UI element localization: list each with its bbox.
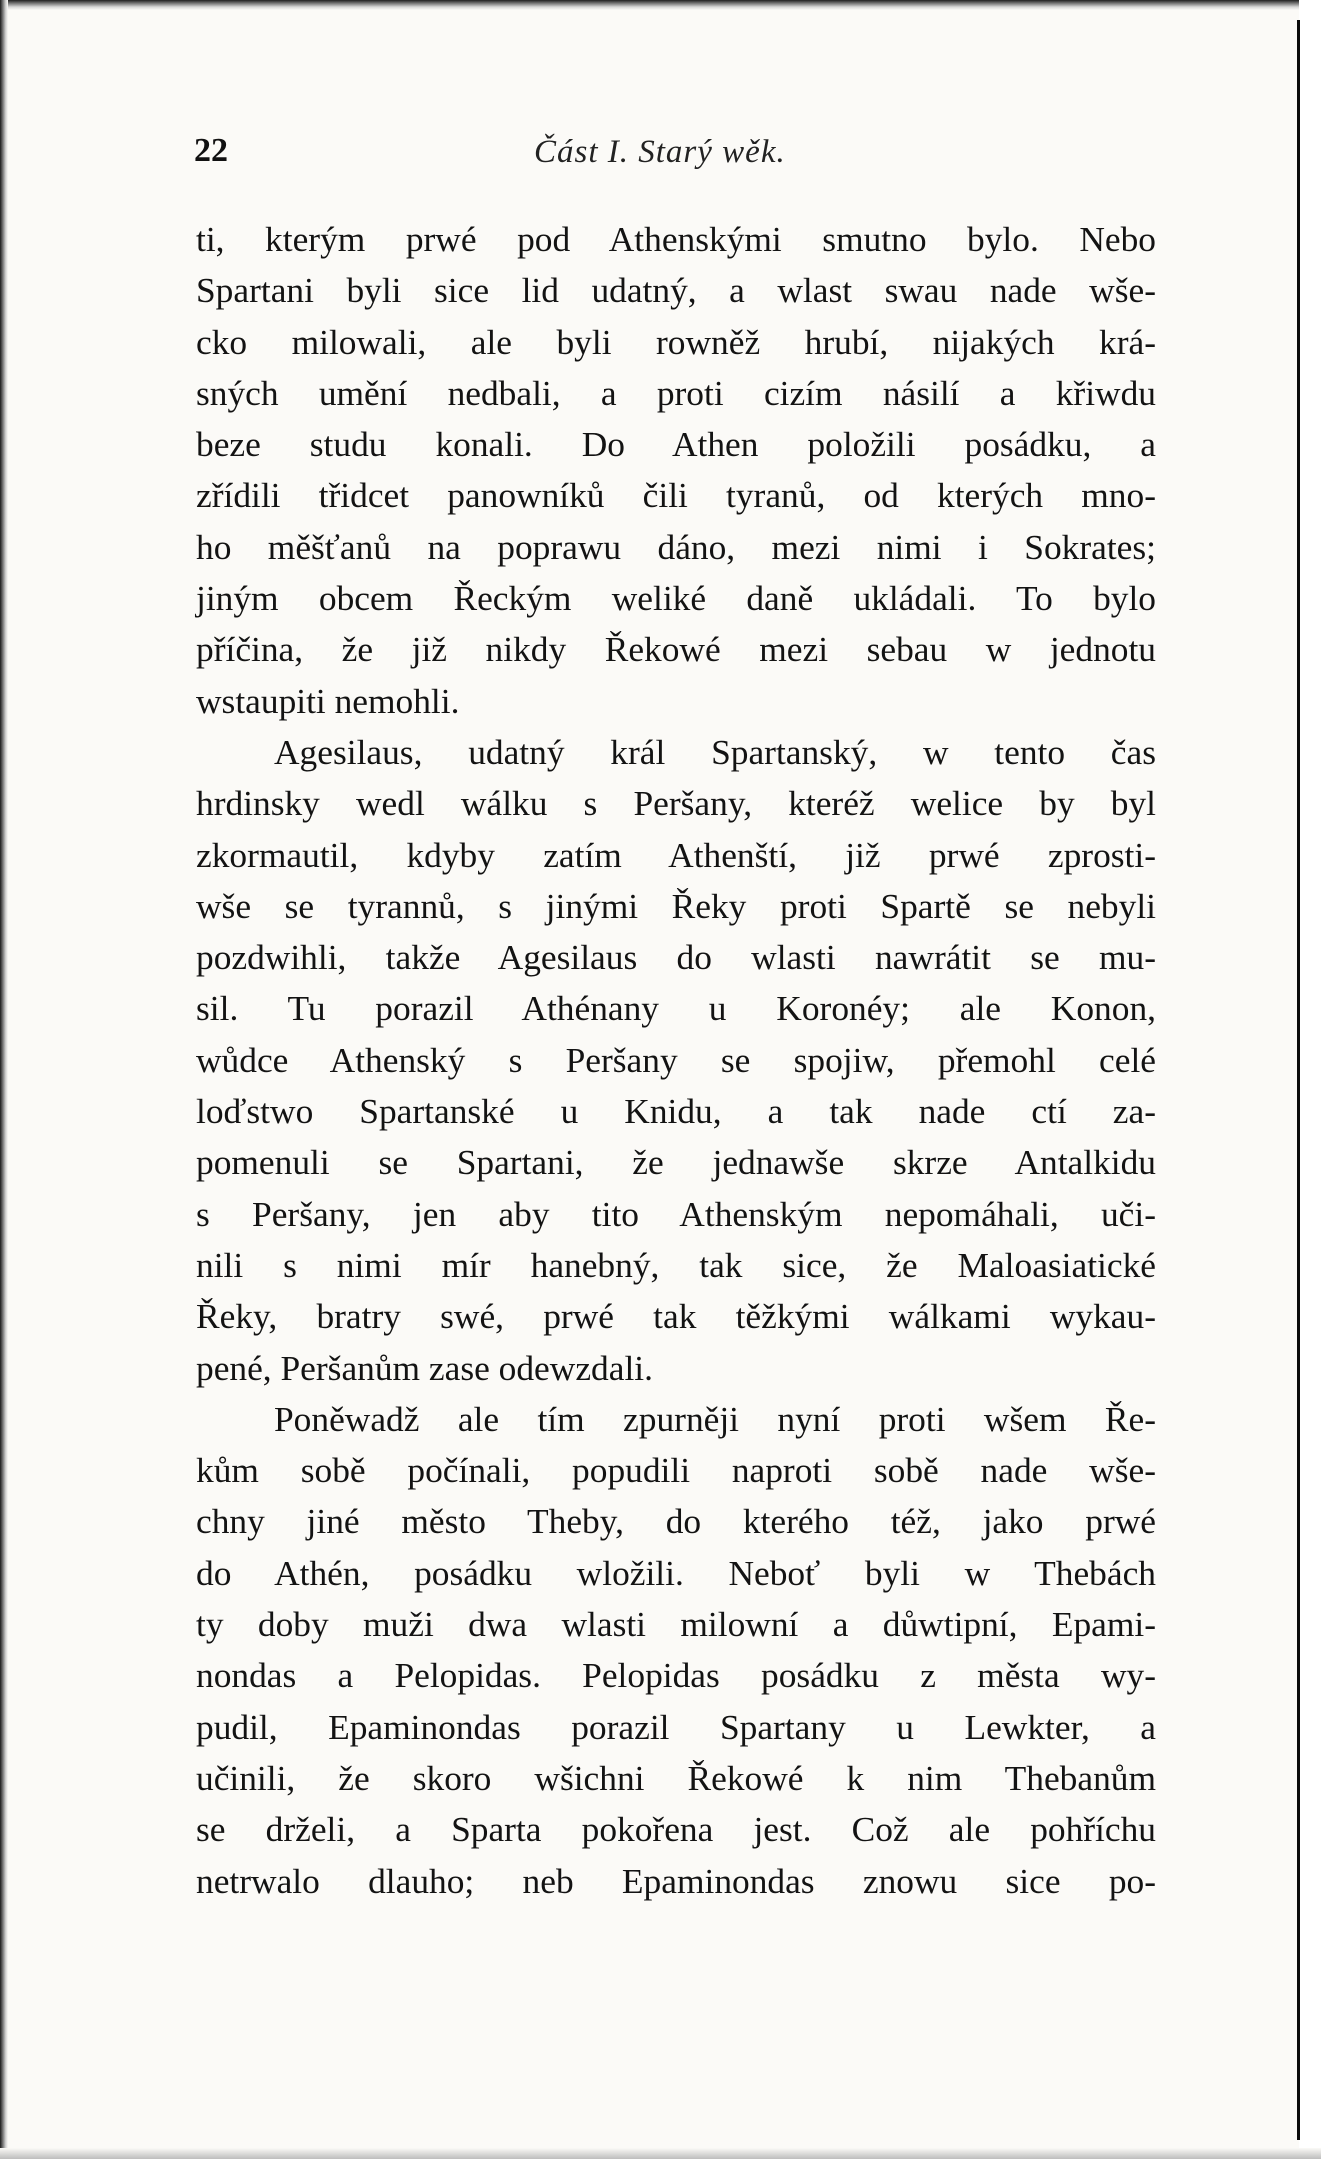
text-line: Agesilaus, udatný král Spartanský, w tento čas bbox=[274, 731, 1156, 772]
text-line: wstaupiti nemohli. bbox=[196, 680, 460, 721]
text-line: kům sobě počínali, popudili naproti sobě nade wše- bbox=[196, 1450, 1156, 1491]
page-number: 22 bbox=[194, 132, 228, 169]
running-title: Část I. Starý wěk. bbox=[534, 134, 786, 170]
text-line: pudil, Epaminondas porazil Spartany u Lewkter, a bbox=[196, 1706, 1156, 1747]
text-line: wše se tyrannů, s jinými Řeky proti Spartě se nebyli bbox=[196, 885, 1156, 926]
page-left-edge bbox=[0, 0, 8, 2159]
text-line: učinili, že skoro wšichni Řekowé k nim Thebanům bbox=[196, 1757, 1156, 1798]
text-line: do Athén, posádku wložili. Neboť byli w Thebách bbox=[196, 1552, 1156, 1593]
text-line: Řeky, bratry swé, prwé tak těžkými wálkami wykau- bbox=[196, 1296, 1156, 1337]
text-line: sných umění nedbali, a proti cizím násilí a křiwdu bbox=[196, 372, 1156, 413]
text-line: netrwalo dlauho; neb Epaminondas znowu sice po- bbox=[196, 1860, 1156, 1901]
text-line: beze studu konali. Do Athen položili posádku, a bbox=[196, 424, 1156, 465]
text-line: cko milowali, ale byli rowněž hrubí, nijakých krá- bbox=[196, 321, 1156, 362]
text-line: nili s nimi mír hanebný, tak sice, že Maloasiatické bbox=[196, 1244, 1156, 1285]
text-line: wůdce Athenský s Peršany se spojiw, přemohl celé bbox=[196, 1039, 1156, 1080]
text-line: pené, Peršanům zase odewzdali. bbox=[196, 1347, 653, 1388]
text-line: zkormautil, kdyby zatím Athenští, již prwé zprosti- bbox=[196, 834, 1156, 875]
text-line: zřídili třidcet panowníků čili tyranů, od kterých mno- bbox=[196, 475, 1156, 516]
text-line: s Peršany, jen aby tito Athenským nepomáhali, uči- bbox=[196, 1193, 1156, 1234]
text-line: jiným obcem Řeckým weliké daně ukládali. To bylo bbox=[196, 578, 1156, 619]
text-line: ho měšťanů na poprawu dáno, mezi nimi i Sokrates; bbox=[196, 526, 1156, 567]
text-line: chny jiné město Theby, do kterého též, jako prwé bbox=[196, 1501, 1156, 1542]
text-line: loďstwo Spartanské u Knidu, a tak nade ctí za- bbox=[196, 1091, 1156, 1132]
page-bottom-edge bbox=[0, 2148, 1321, 2159]
text-line: se drželi, a Sparta pokořena jest. Což ale pohříchu bbox=[196, 1809, 1156, 1850]
page-right-edge-line bbox=[1297, 20, 1300, 2140]
page-header bbox=[194, 132, 1164, 176]
body-text bbox=[196, 214, 1156, 1907]
text-line: Spartani byli sice lid udatný, a wlast swau nade wše- bbox=[196, 270, 1156, 311]
text-line: ty doby muži dwa wlasti milowní a důwtipní, Epami- bbox=[196, 1604, 1156, 1645]
text-line: pozdwihli, takže Agesilaus do wlasti nawrátit se mu- bbox=[196, 937, 1156, 978]
text-line: Poněwadž ale tím zpurněji nyní proti wšem Ře- bbox=[274, 1398, 1156, 1439]
page-right-margin bbox=[1299, 0, 1321, 2159]
text-line: pomenuli se Spartani, že jednawše skrze Antalkidu bbox=[196, 1142, 1156, 1183]
text-line: hrdinsky wedl wálku s Peršany, kteréž welice by byl bbox=[196, 783, 1156, 824]
text-line: příčina, že již nikdy Řekowé mezi sebau w jednotu bbox=[196, 629, 1156, 670]
text-line: sil. Tu porazil Athénany u Koronéy; ale Konon, bbox=[196, 988, 1156, 1029]
page-top-edge bbox=[0, 0, 1321, 10]
text-line: ti, kterým prwé pod Athenskými smutno bylo. Nebo bbox=[196, 219, 1156, 259]
text-line: nondas a Pelopidas. Pelopidas posádku z města wy- bbox=[196, 1655, 1156, 1696]
